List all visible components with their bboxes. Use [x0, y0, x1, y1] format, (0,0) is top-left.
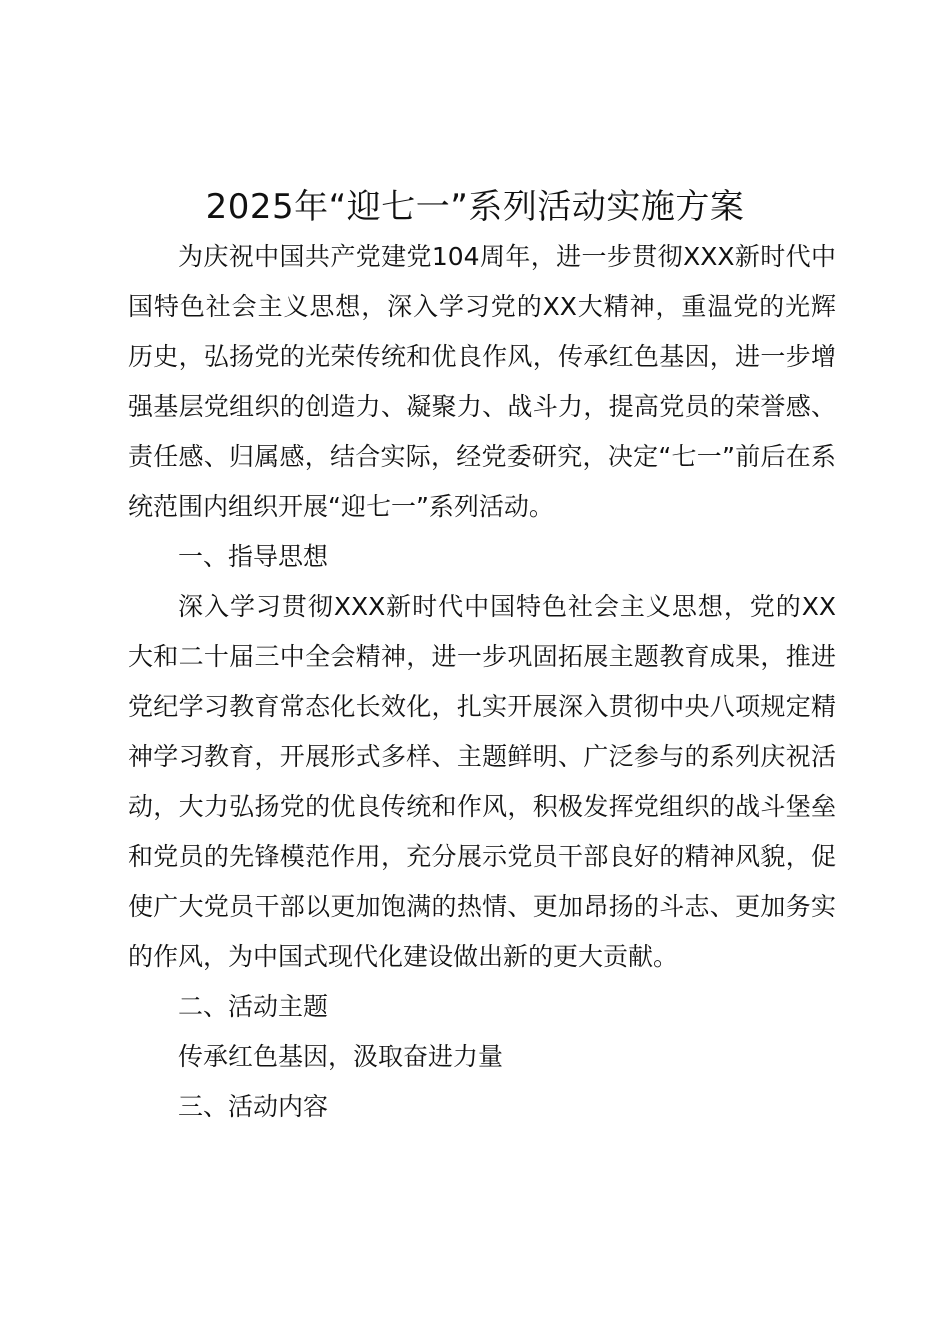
section-heading-guiding-thought: 一、指导思想 — [178, 542, 329, 571]
document-body — [128, 232, 836, 1132]
document-title: 2025年“迎七一”系列活动实施方案 — [205, 187, 745, 227]
intro-paragraph: 为庆祝中国共产党建党104周年，进一步贯彻XXX新时代中国特色社会主义思想，深入学习党的XX大精神，重温党的光辉历史，弘扬党的光荣传统和优良作风，传承红色基因，进一步增强基层党组织的创造力、凝聚力、战斗力，提高党员的荣誉感、责任感、归属感，结合实际，经党委研究，决定“七一”前后在系统范围内组织开展“迎七一”系列活动。 — [128, 242, 836, 521]
guiding-thought-paragraph: 深入学习贯彻XXX新时代中国特色社会主义思想，党的XX大和二十届三中全会精神，进一步巩固拓展主题教育成果，推进党纪学习教育常态化长效化，扎实开展深入贯彻中央八项规定精神学习教育，开展形式多样、主题鲜明、广泛参与的系列庆祝活动，大力弘扬党的优良传统和作风，积极发挥党组织的战斗堡垒和党员的先锋模范作用，充分展示党员干部良好的精神风貌，促使广大党员干部以更加饱满的热情、更加昂扬的斗志、更加务实的作风，为中国式现代化建设做出新的更大贡献。 — [128, 592, 836, 971]
activity-theme-paragraph: 传承红色基因，汲取奋进力量 — [178, 1042, 504, 1071]
section-heading-activity-theme: 二、活动主题 — [178, 992, 329, 1021]
section-heading-activity-content: 三、活动内容 — [178, 1092, 329, 1121]
